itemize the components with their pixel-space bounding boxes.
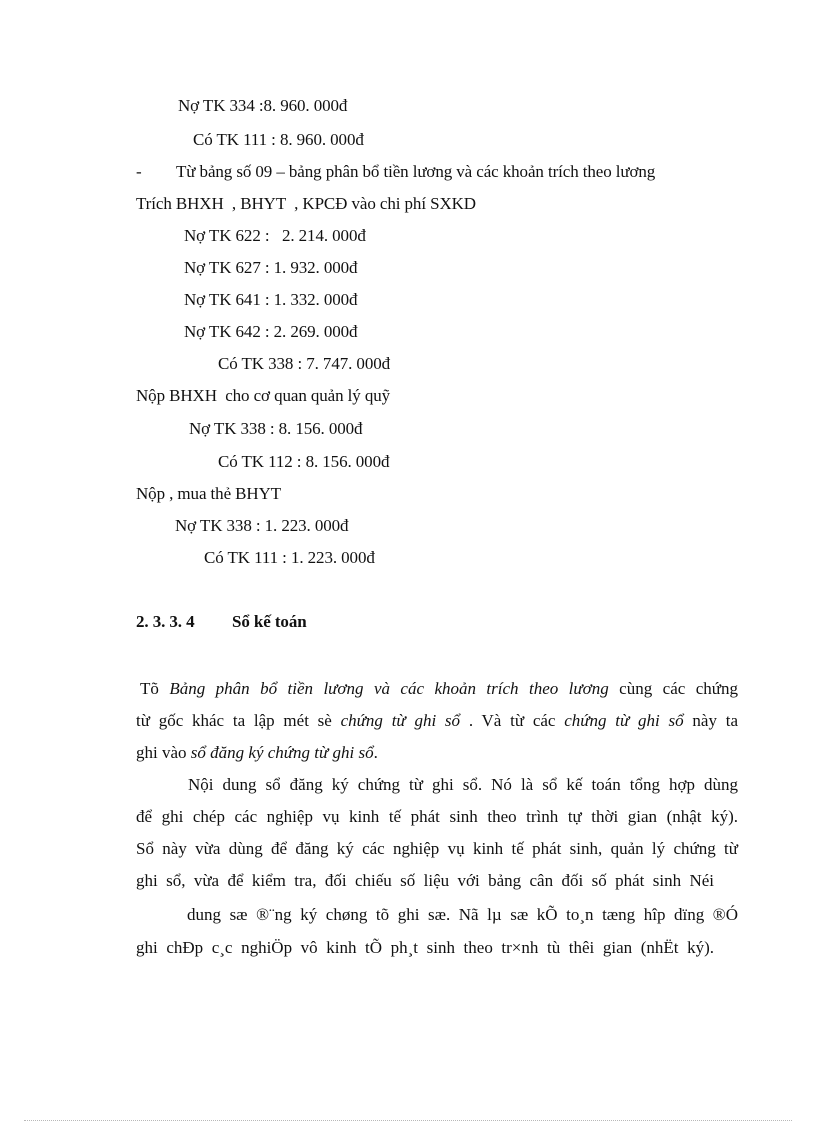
entry-debit-641: Nợ TK 641 : 1. 332. 000đ <box>184 290 358 309</box>
para3-line2: ghi chÐp c¸c nghiÖp vô kinh tÕ ph¸t sinh theo tr×nh tù thêi gian (nhËt ký). <box>136 938 714 957</box>
para1-line2: từ gốc khác ta lập mét sè chứng từ ghi sổ . Và từ các chứng từ ghi sổ này ta <box>136 711 739 730</box>
para3-line1: dung sæ ®¨ng ký chøng tõ ghi sæ. Nã lµ sæ kÕ to¸n tæng hîp dïng ®Ó <box>187 905 738 924</box>
entry-credit-112: Có TK 112 : 8. 156. 000đ <box>218 452 390 471</box>
entry-debit-622: Nợ TK 622 : 2. 214. 000đ <box>184 226 366 245</box>
para2-line4: ghi sổ, vừa để kiểm tra, đối chiếu số liệu với bảng cân đối số phát sinh Néi <box>136 871 714 890</box>
page-bottom-border <box>24 1120 792 1121</box>
entry-debit-338-a: Nợ TK 338 : 8. 156. 000đ <box>189 419 363 438</box>
para2-line3: Sổ này vừa dùng để đăng ký các nghiệp vụ kinh tế phát sinh, quản lý chứng từ <box>136 839 738 858</box>
section-number: 2. 3. 3. 4 <box>136 612 195 631</box>
section-title: Sổ kế toán <box>232 612 307 631</box>
entry-debit-627: Nợ TK 627 : 1. 932. 000đ <box>184 258 358 277</box>
para2-line2: để ghi chép các nghiệp vụ kinh tế phát sinh theo trình tự thời gian (nhật ký). <box>136 807 738 826</box>
entry-debit-642: Nợ TK 642 : 2. 269. 000đ <box>184 322 358 341</box>
entry-debit-338-b: Nợ TK 338 : 1. 223. 000đ <box>175 516 349 535</box>
bullet-dash: - <box>136 162 142 181</box>
para1-line3: ghi vào sổ đăng ký chứng từ ghi sổ. <box>136 743 378 762</box>
bhxh-payment-note: Nộp BHXH cho cơ quan quản lý quỹ <box>136 386 391 405</box>
para2-line1: Nội dung sổ đăng ký chứng từ ghi sổ. Nó là sổ kế toán tổng hợp dùng <box>188 775 738 794</box>
allocation-note: Từ bảng số 09 – bảng phân bổ tiền lương và các khoản trích theo lương <box>176 162 656 181</box>
deduction-note: Trích BHXH , BHYT , KPCĐ vào chi phí SXKD <box>136 194 476 213</box>
para1-line1: Tõ Bảng phân bổ tiền lương và các khoản trích theo lương cùng các chứng <box>140 679 738 698</box>
entry-credit-111-b: Có TK 111 : 1. 223. 000đ <box>204 548 375 567</box>
entry-credit-338: Có TK 338 : 7. 747. 000đ <box>218 354 391 373</box>
entry-debit-334: Nợ TK 334 :8. 960. 000đ <box>178 96 348 115</box>
bhyt-purchase-note: Nộp , mua thẻ BHYT <box>136 484 282 503</box>
entry-credit-111: Có TK 111 : 8. 960. 000đ <box>193 130 364 149</box>
